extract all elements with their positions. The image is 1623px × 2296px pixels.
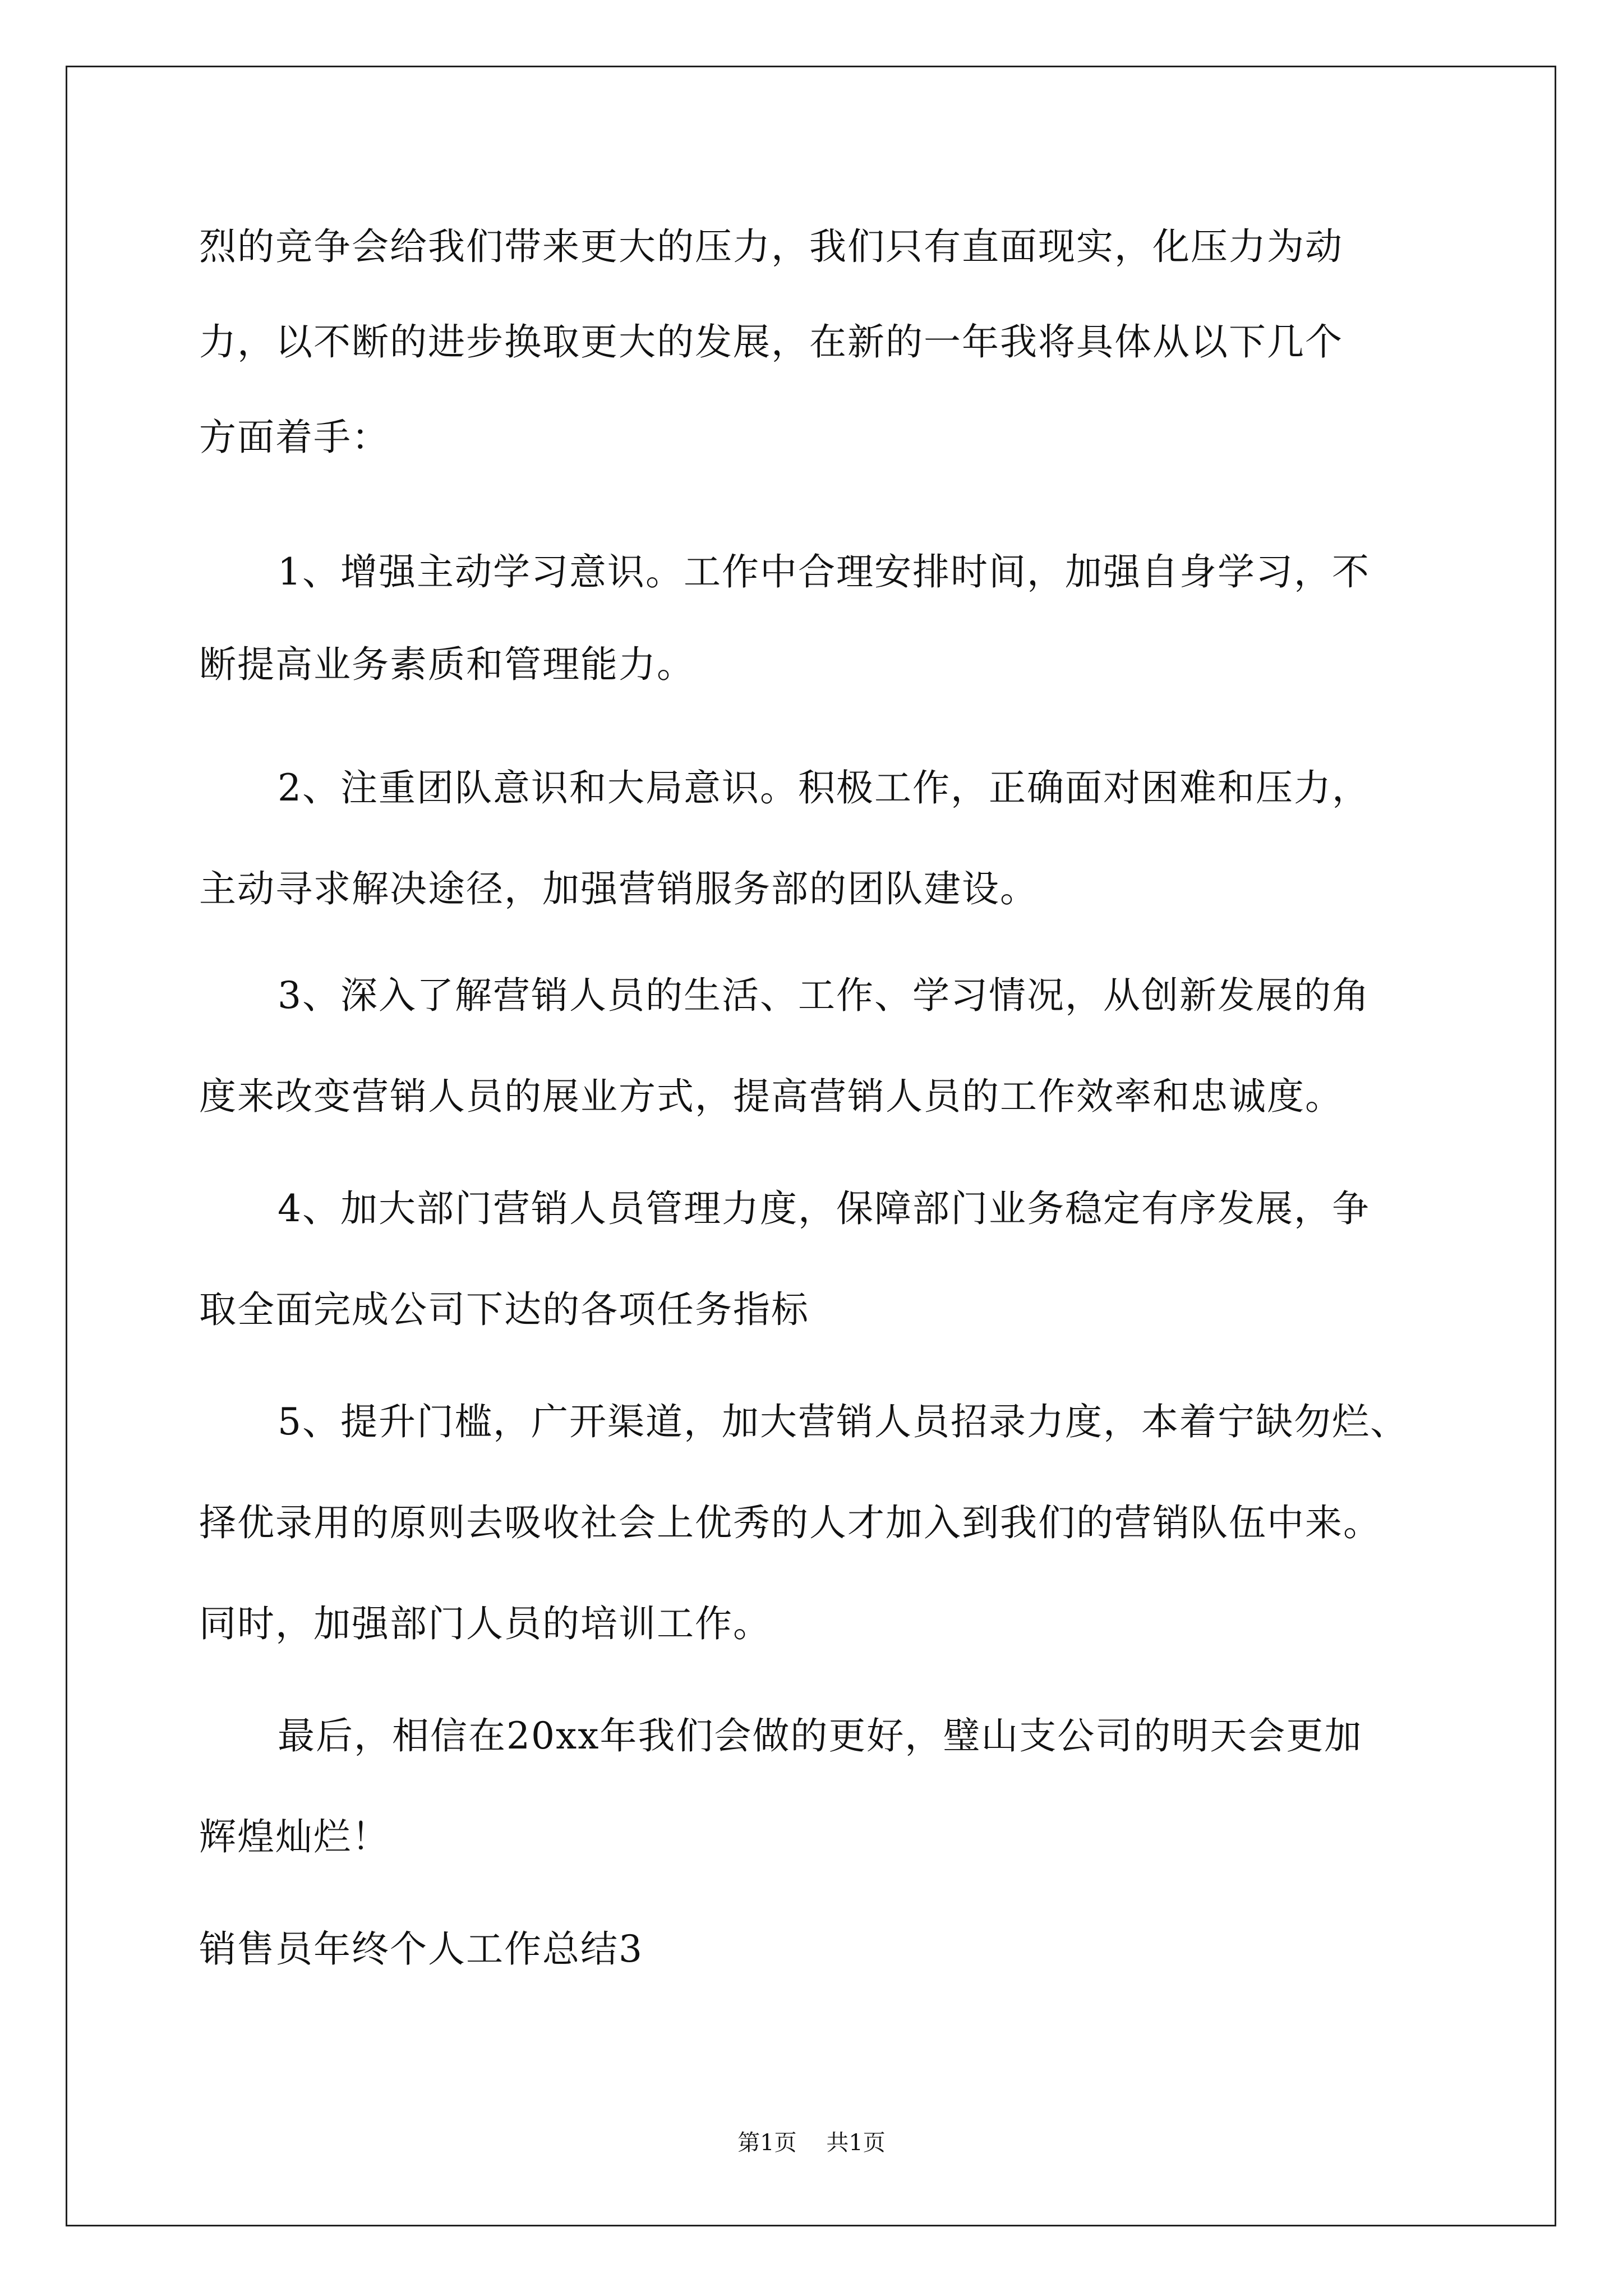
body-line: 方面着手： — [199, 416, 390, 459]
closing-line: 最后，相信在20xx年我们会做的更好，璧山支公司的明天会更加 — [278, 1714, 1363, 1757]
list-item-4-line: 取全面完成公司下达的各项任务指标 — [199, 1288, 809, 1331]
page-footer — [0, 2126, 1623, 2160]
page-total: 共1页 — [826, 2130, 886, 2156]
section-heading: 销售员年终个人工作总结3 — [199, 1927, 643, 1971]
list-item-2-line: 主动寻求解决途径，加强营销服务部的团队建设。 — [199, 867, 1038, 910]
list-item-3-line: 3、深入了解营销人员的生活、工作、学习情况，从创新发展的角 — [278, 974, 1370, 1017]
list-item-5-line: 5、提升门槛，广开渠道，加大营销人员招录力度，本着宁缺勿烂、 — [278, 1400, 1408, 1443]
page-border — [66, 66, 1556, 2226]
page-number: 第1页 — [737, 2130, 797, 2156]
list-item-4-line: 4、加大部门营销人员管理力度，保障部门业务稳定有序发展，争 — [278, 1187, 1370, 1230]
body-line: 力，以不断的进步换取更大的发展，在新的一年我将具体从以下几个 — [199, 320, 1343, 364]
list-item-1-line: 断提高业务素质和管理能力。 — [199, 643, 695, 686]
list-item-5-line: 择优录用的原则去吸收社会上优秀的人才加入到我们的营销队伍中来。 — [199, 1501, 1381, 1544]
body-line: 烈的竞争会给我们带来更大的压力，我们只有直面现实，化压力为动 — [199, 225, 1343, 268]
list-item-1-line: 1、增强主动学习意识。工作中合理安排时间，加强自身学习，不 — [278, 550, 1370, 593]
closing-line: 辉煌灿烂！ — [199, 1815, 390, 1858]
list-item-2-line: 2、注重团队意识和大局意识。积极工作，正确面对困难和压力， — [278, 766, 1370, 809]
list-item-3-line: 度来改变营销人员的展业方式，提高营销人员的工作效率和忠诚度。 — [199, 1075, 1343, 1118]
list-item-5-line: 同时，加强部门人员的培训工作。 — [199, 1602, 771, 1645]
